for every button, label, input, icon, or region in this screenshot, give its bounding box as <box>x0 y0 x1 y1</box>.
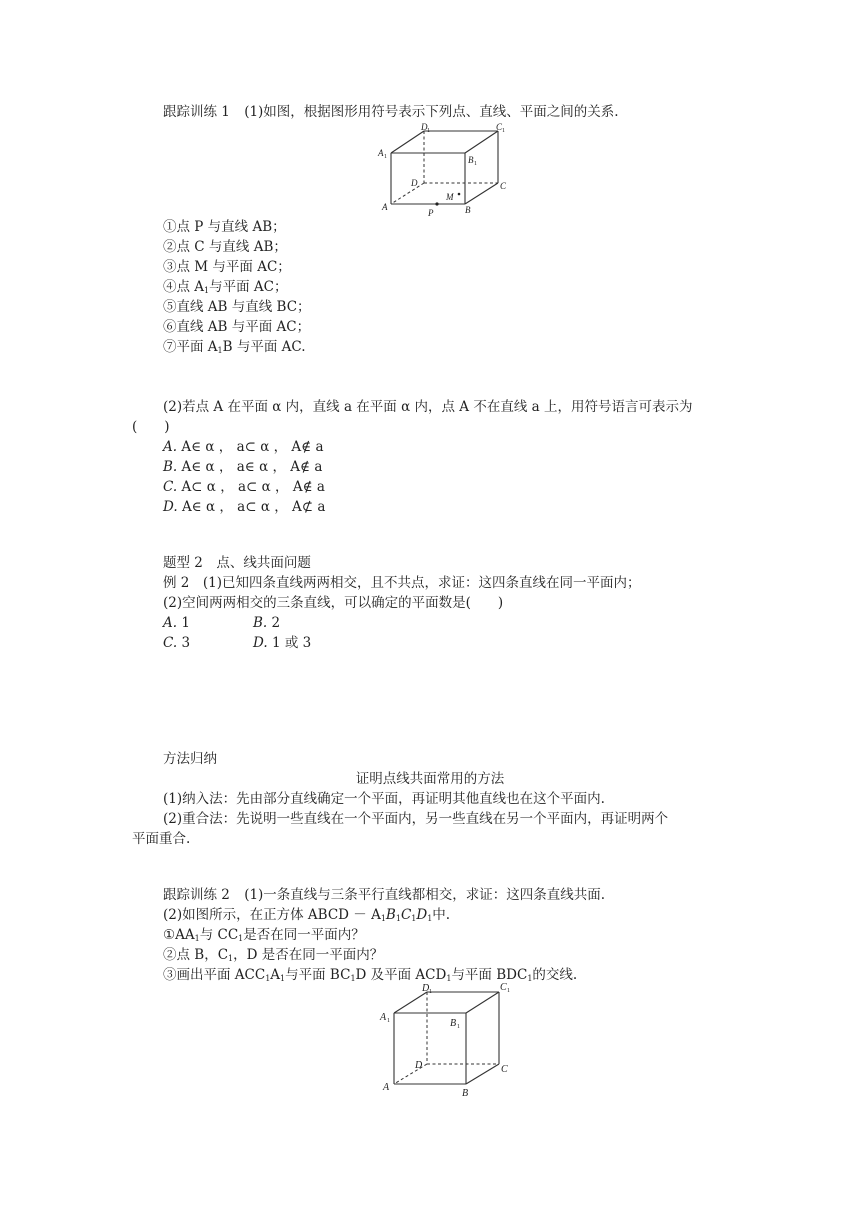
cube-label-C: C <box>501 1064 508 1075</box>
item-4: ④点 $A_1$与平面 AC； <box>163 279 288 295</box>
option-C: C. A⊂ α ， a⊂ α ， A∉ a <box>163 479 325 495</box>
ex2-option-B: B. 2 <box>253 615 281 631</box>
training2-heading: 跟踪训练 2 <box>163 887 230 903</box>
svg-text:1: 1 <box>384 154 387 160</box>
sub-question-3: ③画出平面 $ACC_1A_1$与平面 $BC_1D$ 及平面 $ACD_1$与平面 $BDC_1$的交线. <box>163 967 578 983</box>
item-5: ⑤直线 AB 与直线 BC； <box>163 299 311 315</box>
sub-question-1: $①AA_1$与 $CC_1$是否在同一平面内？ <box>163 927 365 943</box>
cube-label-B1: B <box>450 1018 457 1029</box>
method-heading: 方法归纳 <box>163 751 217 767</box>
question2-blank: ( ) <box>132 419 170 435</box>
item-3: ③点 M 与平面 AC； <box>163 259 291 275</box>
label-A1: A <box>378 148 384 158</box>
label-B1: B <box>468 155 474 165</box>
example2-part2: (2)空间两两相交的三条直线，可以确定的平面数是( ) <box>163 595 504 611</box>
item-2: ②点 C 与直线 AB； <box>163 239 287 255</box>
svg-text:1: 1 <box>427 128 430 134</box>
box-figure-1 <box>370 120 520 218</box>
cube-label-D: D <box>415 1060 423 1071</box>
label-C: C <box>500 181 507 191</box>
method-para2: (2)重合法：先说明一些直线在一个平面内，另一些直线在另一个平面内，再证明两个 <box>163 811 669 827</box>
training1-question1: 跟踪训练 1 (1)如图，根据图形用符号表示下列点、直线、平面之间的关系. <box>163 104 619 120</box>
option-A: A. A∈ α ， a⊂ α ， A∉ a <box>163 439 324 455</box>
svg-text:1: 1 <box>502 128 505 134</box>
svg-text:1: 1 <box>429 989 432 995</box>
ex2-option-A: A. 1 <box>163 615 190 631</box>
cube-label-D1: D <box>422 983 430 994</box>
cube-label-A1: A <box>380 1012 387 1023</box>
svg-text:1: 1 <box>474 161 477 167</box>
ex2-option-C: C. 3 <box>163 635 191 651</box>
training2-question1: 跟踪训练 2 (1)一条直线与三条平行直线都相交，求证：这四条直线共面. <box>163 887 606 903</box>
cube-label-C1: C <box>500 982 507 993</box>
option-D: D. A∈ α ， a⊂ α ， A⊄ a <box>163 499 326 515</box>
sub-question-2: ②点 B，$C_1$，D 是否在同一平面内？ <box>163 947 384 963</box>
svg-text:1: 1 <box>387 1018 390 1024</box>
cube-label-A: A <box>383 1082 390 1093</box>
option-B: B. A∈ α ， a∈ α ， A∉ a <box>163 459 323 475</box>
label-D: D <box>411 178 418 188</box>
label-P: P <box>428 208 434 218</box>
method-para1: (1)纳入法：先由部分直线确定一个平面，再证明其他直线也在这个平面内. <box>163 791 605 807</box>
label-B: B <box>465 205 471 215</box>
training1-heading: 跟踪训练 1 <box>163 104 230 120</box>
svg-text:1: 1 <box>457 1024 460 1030</box>
svg-text:1: 1 <box>507 988 510 994</box>
item-6: ⑥直线 AB 与平面 AC； <box>163 319 311 335</box>
example2-part1: 例 2 (1)已知四条直线两两相交，且不共点，求证：这四条直线在同一平面内； <box>163 575 641 591</box>
label-C1: C <box>496 122 503 132</box>
item-7: ⑦平面 $A_1B$ 与平面 AC. <box>163 339 306 355</box>
training1-question2: (2)若点 A 在平面 α 内，直线 a 在平面 α 内，点 A 不在直线 a 上，用符号语言可表示为 <box>163 399 693 415</box>
item-1: ①点 P 与直线 AB； <box>163 219 286 235</box>
cube-label-B: B <box>462 1088 469 1099</box>
ex2-option-D: D. 1 或 3 <box>253 635 312 651</box>
label-D1: D <box>421 122 428 132</box>
section2-title: 题型 2 点、线共面问题 <box>163 555 311 571</box>
method-para2-cont: 平面重合. <box>132 831 191 847</box>
label-M: M <box>446 192 454 202</box>
training2-question2: (2)如图所示，在正方体 ABCD － $A_1B_1C_1D_1$中. <box>163 907 451 923</box>
cube-figure-2 <box>376 984 516 1100</box>
label-A: A <box>382 202 388 212</box>
method-title: 证明点线共面常用的方法 <box>355 771 505 787</box>
